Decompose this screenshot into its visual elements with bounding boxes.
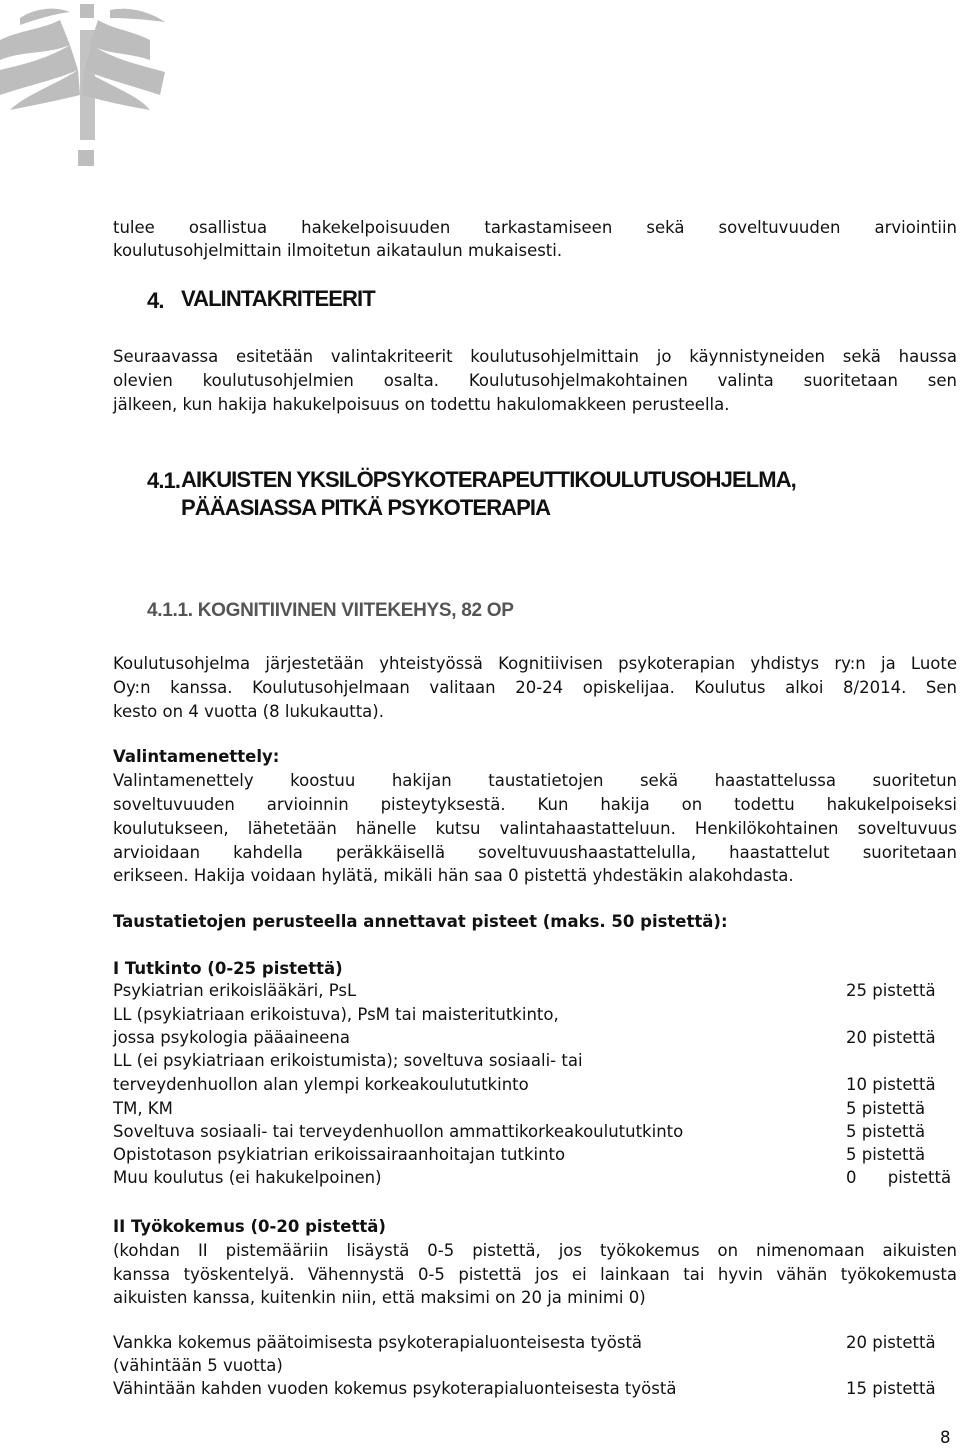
section-4-number: 4. — [147, 288, 164, 313]
tutkinto-points: 25 pistettä — [846, 981, 936, 1000]
intro-line-1: tulee osallistua hakekelpoisuuden tarkastamiseen sekä soveltuvuuden arviointiin — [113, 218, 957, 237]
tutkinto-label: LL (ei psykiatriaan erikoistumista); soveltuva sosiaali- tai — [113, 1051, 583, 1070]
valintamenettely-line-4: arvioidaan kahdella peräkkäisellä soveltuvuushaastattelulla, haastattelut suoritetaan — [113, 843, 957, 862]
tutkinto-row — [113, 1005, 960, 1029]
valintamenettely-line-2: soveltuvuuden arvioinnin pisteytyksestä. Kun hakija on todettu hakukelpoiseksi — [113, 795, 957, 814]
tutkinto-row — [113, 1168, 960, 1192]
tutkinto-row — [113, 1122, 960, 1146]
tyokokemus-row — [113, 1333, 960, 1357]
section-4-1-1-line-1: Koulutusohjelma järjestetään yhteistyössä Kognitiivisen psykoterapian yhdistys ry:n ja Luote — [113, 654, 957, 673]
section-4-1-1-heading: 4.1.1. KOGNITIIVINEN VIITEKEHYS, 82 OP — [147, 600, 514, 621]
tutkinto-label: Psykiatrian erikoislääkäri, PsL — [113, 981, 357, 1000]
tutkinto-points: 0 pistettä — [846, 1168, 952, 1187]
tutkinto-label: Muu koulutus (ei hakukelpoinen) — [113, 1168, 382, 1187]
tutkinto-label: Soveltuva sosiaali- tai terveydenhuollon ammattikorkeakoulututkinto — [113, 1122, 684, 1141]
tutkinto-label: Opistotason psykiatrian erikoissairaanhoitajan tutkinto — [113, 1145, 566, 1164]
university-flame-logo — [0, 0, 180, 170]
valintamenettely-heading: Valintamenettely: — [113, 747, 280, 766]
tyokokemus-label: Vankka kokemus päätoimisesta psykoterapialuonteisesta työstä — [113, 1333, 643, 1352]
section-4-1-1-line-2: Oy:n kanssa. Koulutusohjelmaan valitaan 20-24 opiskelijaa. Koulutus alkoi 8/2014. Sen — [113, 678, 957, 697]
tutkinto-points: 5 pistettä — [846, 1099, 926, 1118]
valintamenettely-line-1: Valintamenettely koostuu hakijan taustatietojen sekä haastattelussa suoritetun — [113, 771, 957, 790]
tutkinto-row — [113, 1099, 960, 1123]
tutkinto-label: TM, KM — [113, 1099, 173, 1118]
section-4-1-title-line-2: PÄÄASIASSA PITKÄ PSYKOTERAPIA — [181, 495, 551, 520]
valintamenettely-line-3: koulutukseen, lähetetään hänelle kutsu valintahaastatteluun. Henkilökohtainen soveltuvuus — [113, 819, 957, 838]
tutkinto-points: 10 pistettä — [846, 1075, 936, 1094]
section-4-1-1-line-3: kesto on 4 vuotta (8 lukukautta). — [113, 702, 384, 721]
valintamenettely-line-5: erikseen. Hakija voidaan hylätä, mikäli hän saa 0 pistettä yhdestäkin alakohdasta. — [113, 866, 794, 885]
tutkinto-label: terveydenhuollon alan ylempi korkeakoulututkinto — [113, 1075, 529, 1094]
tutkinto-heading: I Tutkinto (0-25 pistettä) — [113, 959, 343, 978]
tyokokemus-row — [113, 1379, 960, 1403]
section-4-line-3: jälkeen, kun hakija hakukelpoisuus on todettu hakulomakkeen perusteella. — [113, 395, 730, 414]
tutkinto-row — [113, 1075, 960, 1099]
tutkinto-label: jossa psykologia pääaineena — [113, 1028, 350, 1047]
tutkinto-points: 5 pistettä — [846, 1145, 926, 1164]
tutkinto-row — [113, 981, 960, 1005]
tyokokemus-heading: II Työkokemus (0-20 pistettä) — [113, 1217, 386, 1236]
tutkinto-points: 5 pistettä — [846, 1122, 926, 1141]
tutkinto-points: 20 pistettä — [846, 1028, 936, 1047]
taustatietojen-heading: Taustatietojen perusteella annettavat pisteet (maks. 50 pistettä): — [113, 912, 728, 931]
tutkinto-row — [113, 1051, 960, 1075]
tutkinto-label: LL (psykiatriaan erikoistuva), PsM tai maisteritutkinto, — [113, 1005, 559, 1024]
tutkinto-row — [113, 1145, 960, 1169]
tyokokemus-points: 20 pistettä — [846, 1333, 936, 1352]
tyokokemus-points: 15 pistettä — [846, 1379, 936, 1398]
tyokokemus-label: (vähintään 5 vuotta) — [113, 1356, 283, 1375]
tyokokemus-line-2: kanssa työskentelyä. Vähennystä 0-5 pistettä jos ei lainkaan tai hyvin vähän työkokemusta — [113, 1265, 957, 1284]
section-4-line-1: Seuraavassa esitetään valintakriteerit koulutusohjelmittain jo käynnistyneiden sekä haussa — [113, 347, 957, 366]
section-4-1-number: 4.1. — [147, 468, 181, 493]
page-number: 8 — [940, 1428, 951, 1447]
intro-line-2: koulutusohjelmittain ilmoitetun aikataulun mukaisesti. — [113, 241, 563, 260]
section-4-title: VALINTAKRITEERIT — [181, 286, 375, 311]
section-4-line-2: olevien koulutusohjelmien osalta. Koulutusohjelmakohtainen valinta suoritetaan sen — [113, 371, 957, 390]
tyokokemus-row — [113, 1356, 960, 1380]
tutkinto-row — [113, 1028, 960, 1052]
tyokokemus-line-1: (kohdan II pistemääriin lisäystä 0-5 pistettä, jos työkokemus on nimenomaan aikuisten — [113, 1241, 957, 1260]
tyokokemus-label: Vähintään kahden vuoden kokemus psykoterapialuonteisesta työstä — [113, 1379, 677, 1398]
section-4-1-title-line-1: AIKUISTEN YKSILÖPSYKOTERAPEUTTIKOULUTUSOHJELMA, — [181, 467, 796, 492]
tyokokemus-line-3: aikuisten kanssa, kuitenkin niin, että maksimi on 20 ja minimi 0) — [113, 1288, 646, 1307]
